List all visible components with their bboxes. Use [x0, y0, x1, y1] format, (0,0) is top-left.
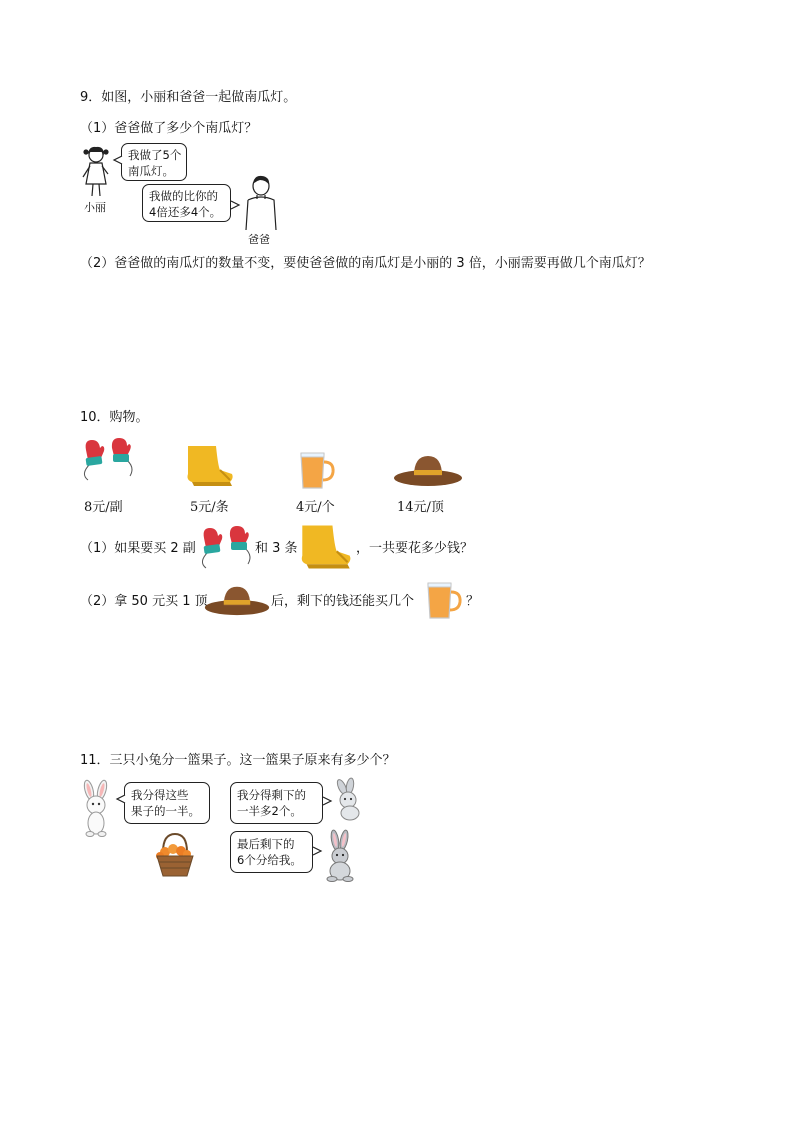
- rabbit2-bubble-line1: 我分得剩下的: [237, 788, 306, 802]
- rabbit1-bubble-line2: 果子的一半。: [131, 804, 200, 818]
- cup-icon: [425, 582, 465, 620]
- q10-part1-c: ，一共要花多少钱？: [356, 541, 474, 556]
- hat-icon: [203, 582, 271, 618]
- scarf-icon: [184, 444, 236, 488]
- rabbit2-bubble-line2: 一半多2个。: [237, 804, 302, 818]
- girl-name: 小丽: [84, 201, 106, 214]
- hat-icon: [392, 452, 464, 488]
- q10-part2-c: ？: [466, 594, 480, 609]
- rabbit3-bubble-line2: 6个分给我。: [237, 853, 302, 867]
- bubble-tail: [322, 796, 332, 806]
- mittens-icon: [78, 436, 138, 482]
- mittens-icon: [196, 520, 256, 574]
- dad-bubble-line2: 4倍还多4个。: [149, 205, 222, 219]
- rabbit1-speech-bubble: [124, 782, 210, 824]
- q9-title: 9．如图，小丽和爸爸一起做南瓜灯。: [80, 90, 297, 105]
- dad-icon: [240, 174, 282, 232]
- dad-bubble-line1: 我做的比你的: [149, 189, 218, 203]
- rabbit1-bubble-line1: 我分得这些: [131, 788, 189, 802]
- girl-bubble-line1: 我做了5个: [128, 148, 182, 162]
- q9-part1: （1）爸爸做了多少个南瓜灯？: [80, 121, 258, 136]
- rabbit3-speech-bubble: [230, 831, 313, 873]
- q10-part1-a: （1）如果要买 2 副: [80, 541, 196, 556]
- q9-part2: （2）爸爸做的南瓜灯的数量不变，要使爸爸做的南瓜灯是小丽的 3 倍，小丽需要再做几个南瓜灯？: [80, 256, 651, 271]
- bubble-tail: [113, 155, 123, 165]
- q11-title: 11．三只小兔分一篮果子。这一篮果子原来有多少个？: [80, 753, 396, 768]
- price-scarf: 5元/条: [190, 500, 229, 515]
- rabbit-icon: [78, 780, 114, 838]
- bubble-tail: [230, 200, 240, 210]
- price-cup: 4元/个: [296, 500, 335, 515]
- girl-speech-bubble: [121, 143, 187, 181]
- rabbit2-speech-bubble: [230, 782, 323, 824]
- q10-title: 10．购物。: [80, 410, 149, 425]
- price-mittens: 8元/副: [84, 500, 123, 515]
- basket-icon: [153, 832, 197, 880]
- rabbit3-bubble-line1: 最后剩下的: [237, 837, 295, 851]
- dad-name: 爸爸: [248, 233, 270, 246]
- q10-part1-b: 和 3 条: [255, 541, 298, 556]
- dad-speech-bubble: [142, 184, 231, 222]
- price-hat: 14元/顶: [397, 500, 444, 515]
- scarf-icon: [298, 522, 354, 572]
- bubble-tail: [312, 846, 322, 856]
- girl-icon: [78, 144, 114, 200]
- girl-bubble-line2: 南瓜灯。: [128, 164, 174, 178]
- bubble-tail: [116, 794, 126, 804]
- q10-part2-b: 后，剩下的钱还能买几个: [271, 594, 415, 609]
- rabbit-icon: [322, 830, 358, 882]
- rabbit-icon: [333, 778, 365, 822]
- q10-part2-a: （2）拿 50 元买 1 顶: [80, 594, 208, 609]
- cup-icon: [298, 452, 338, 490]
